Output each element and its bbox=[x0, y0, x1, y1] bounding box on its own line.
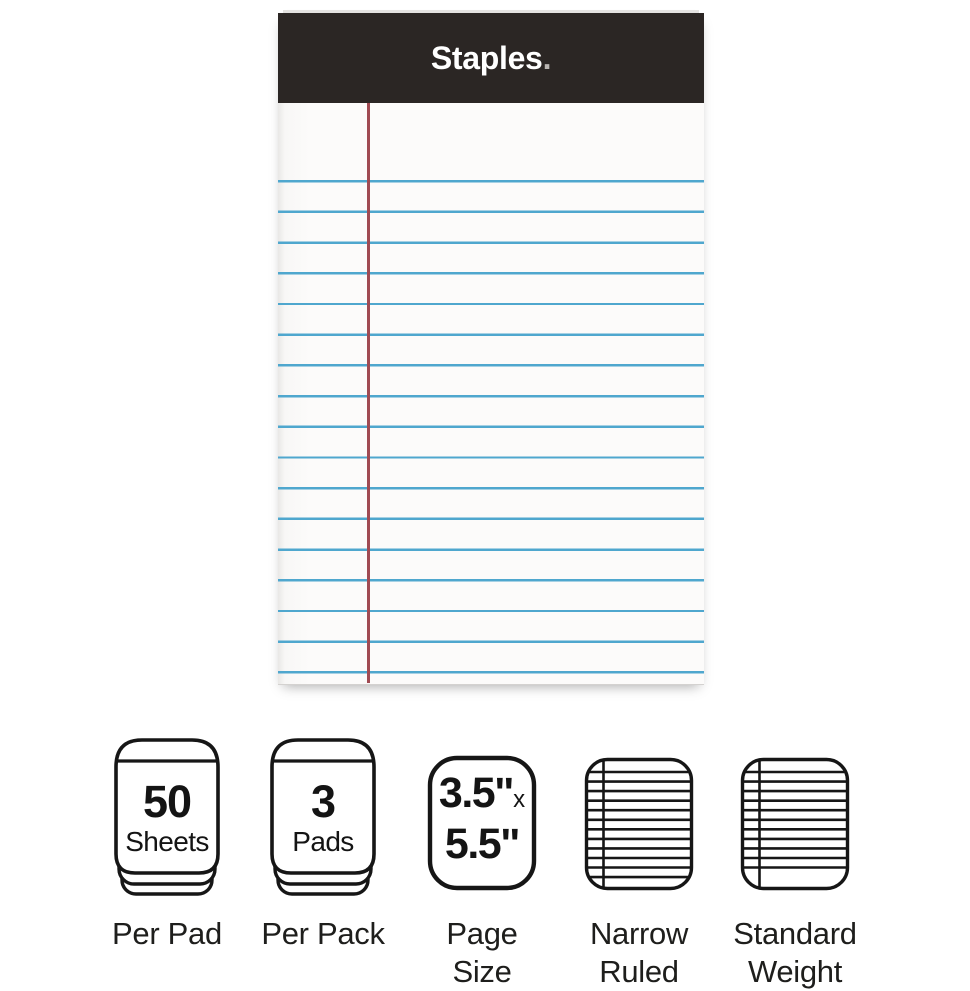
feature-label-line2: Size bbox=[452, 954, 512, 989]
feature-label-line2: Weight bbox=[747, 954, 843, 989]
page-size-icon bbox=[427, 755, 537, 891]
feature-label bbox=[695, 915, 895, 991]
brand-trademark-period: . bbox=[542, 39, 552, 76]
ruled-lines bbox=[278, 180, 704, 677]
memo-pad-icon bbox=[268, 737, 378, 897]
pad-header bbox=[278, 13, 704, 103]
sheet-count: 50 bbox=[142, 776, 192, 827]
ruled-paper-icon bbox=[740, 757, 850, 891]
feature-pads-per-pack bbox=[248, 735, 398, 971]
feature-sheets-per-pad bbox=[92, 735, 242, 971]
red-margin-line bbox=[367, 103, 370, 683]
feature-label-line2: Ruled bbox=[599, 954, 679, 989]
memo-pad-icon bbox=[92, 735, 242, 897]
brand-logo bbox=[431, 40, 551, 77]
page-size-icon bbox=[407, 735, 557, 891]
memo-pad-icon bbox=[112, 737, 222, 897]
ruled-paper-icon bbox=[564, 735, 714, 891]
ruled-paper-icon bbox=[584, 757, 694, 891]
page-height-value: 5.5" bbox=[444, 820, 520, 868]
feature-page-size bbox=[407, 735, 557, 989]
pad-unit: Pads bbox=[292, 826, 354, 857]
feature-label-line1: Page bbox=[446, 916, 518, 951]
notepad bbox=[278, 13, 704, 685]
feature-label-line1: Per Pack bbox=[261, 916, 385, 951]
pad-paper bbox=[278, 103, 704, 685]
feature-paper-weight bbox=[720, 735, 870, 989]
page-width-value: 3.5" bbox=[438, 769, 514, 817]
feature-label-line1: Per Pad bbox=[112, 916, 222, 951]
pad-count: 3 bbox=[310, 776, 336, 827]
brand-name: Staples bbox=[430, 39, 543, 76]
feature-label-line1: Standard bbox=[733, 916, 857, 951]
ruled-paper-icon bbox=[720, 735, 870, 891]
feature-label-line1: Narrow bbox=[589, 916, 689, 951]
memo-pad-icon bbox=[248, 735, 398, 897]
feature-ruling bbox=[564, 735, 714, 989]
dimension-separator: x bbox=[513, 786, 526, 813]
sheet-unit: Sheets bbox=[125, 826, 209, 857]
